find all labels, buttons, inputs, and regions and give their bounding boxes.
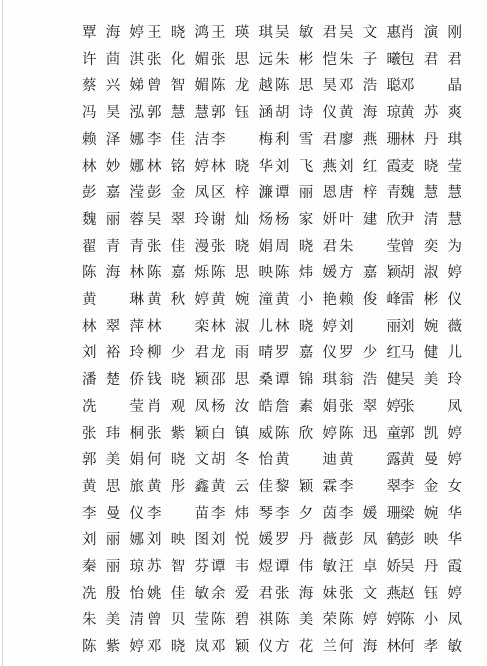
name-cell: 蔡兴娣 xyxy=(82,78,144,95)
name-cell: 谢灿炀 xyxy=(211,211,273,228)
name-cell: 张海妹 xyxy=(275,585,337,602)
name-cell: 李佳洁 xyxy=(147,131,209,148)
name-cell: 余爱君 xyxy=(211,585,273,602)
name-cell: 魏丽蓉 xyxy=(82,211,144,228)
name-cell: 陈紫婷 xyxy=(82,639,144,656)
name-cell: 利雪君 xyxy=(275,131,337,148)
name-cell: 冼 莹 xyxy=(82,398,144,415)
name-cell: 陈欣婷 xyxy=(275,425,337,442)
name-cell: 陈小凤 xyxy=(400,612,462,629)
name-cell: 黄曼婷 xyxy=(400,452,462,469)
name-cell: 包君君 xyxy=(400,51,462,68)
name-cell: 苏智芬 xyxy=(147,559,209,575)
name-cell: 黄小艳 xyxy=(275,292,337,308)
name-cell: 赖俊峰 xyxy=(339,292,401,308)
name-cell: 黄婉潼 xyxy=(211,292,273,308)
name-cell: 罗嘉仪 xyxy=(275,345,337,362)
name-cell: 谭韦煜 xyxy=(211,559,273,575)
name-cell: 朱子曦 xyxy=(339,51,401,68)
name-cell: 邓 晶 xyxy=(400,78,462,95)
name-cell: 张玮桐 xyxy=(82,425,144,442)
name-cell: 杨汝皓 xyxy=(211,398,273,415)
name-cell: 赖泽娜 xyxy=(82,131,144,148)
name-cell: 肖观凤 xyxy=(147,398,209,415)
name-cell: 何晓文 xyxy=(147,452,209,469)
name-cell: 黄云佳 xyxy=(211,478,273,495)
name-cell: 陈婷婷 xyxy=(339,612,401,629)
name-cell: 朱 莹 xyxy=(339,238,401,255)
name-cell: 郭美娟 xyxy=(82,452,144,469)
name-cell: 李 梅 xyxy=(211,131,273,148)
name-cell: 彭嘉滢 xyxy=(82,185,144,202)
name-cell: 梁婉华 xyxy=(400,505,462,522)
name-cell: 秦丽琼 xyxy=(82,559,144,575)
name-cell: 黄海琼 xyxy=(339,105,401,122)
name-cell: 赵钰婷 xyxy=(400,585,462,602)
name-cell: 胡冬怡 xyxy=(211,452,273,469)
name-cell: 罗丹薇 xyxy=(275,532,337,549)
name-cell: 廖燕珊 xyxy=(339,131,401,148)
name-cell: 冼殷怡 xyxy=(82,585,144,602)
name-cell: 方花兰 xyxy=(275,639,337,656)
name-cell: 曾奕为 xyxy=(400,238,462,255)
name-cell: 白镇威 xyxy=(211,425,273,442)
name-cell: 黄彤鑫 xyxy=(147,478,209,495)
name-cell: 黄秋婷 xyxy=(147,292,209,308)
name-cell: 谭丽恩 xyxy=(275,185,337,202)
name-cell: 林妙娜 xyxy=(82,158,144,175)
name-cell: 潘楚侨 xyxy=(82,372,144,389)
name-cell: 肖演刚 xyxy=(400,25,462,41)
name-cell: 林淑儿 xyxy=(211,318,273,335)
name-cell: 吴翠玲 xyxy=(147,211,209,228)
name-cell: 陈思映 xyxy=(211,265,273,282)
name-cell: 钱晓颖 xyxy=(147,372,209,389)
name-cell: 邓浩聪 xyxy=(339,78,401,95)
name-cell: 李 苗 xyxy=(147,505,209,522)
name-cell: 区梓濂 xyxy=(211,185,273,202)
name-cell: 彭映华 xyxy=(400,532,462,549)
name-cell: 唐梓青 xyxy=(339,185,401,202)
name-cell: 何孝敏 xyxy=(400,639,462,656)
name-cell: 刘裕玲 xyxy=(82,345,144,362)
name-cell: 邓晓岚 xyxy=(147,639,209,656)
name-cell: 吴丹霞 xyxy=(400,559,462,575)
name-cell: 张紫颖 xyxy=(147,425,209,442)
name-cell: 吴美玲 xyxy=(400,372,462,389)
name-cell: 胡诗仪 xyxy=(275,105,337,122)
name-cell: 詹素娟 xyxy=(275,398,337,415)
name-cell: 陈思昊 xyxy=(275,78,337,95)
name-cell: 朱美清 xyxy=(82,612,144,629)
name-cell: 林晓婷 xyxy=(275,318,337,335)
name-cell: 冯昊泓 xyxy=(82,105,144,122)
name-cell: 雷彬仪 xyxy=(400,292,462,308)
name-cell: 李夕茵 xyxy=(275,505,337,522)
name-cell: 龙雨晴 xyxy=(211,345,273,362)
name-cell: 张 凤 xyxy=(400,398,462,415)
name-cell: 杨家妍 xyxy=(275,211,337,228)
name-cell: 郭钰涵 xyxy=(211,105,273,122)
name-cell: 谭锦琪 xyxy=(275,372,337,389)
name-cell: 胡淑婷 xyxy=(400,265,462,282)
name-cell: 刘红霞 xyxy=(339,158,401,175)
name-cell: 刘丽娜 xyxy=(82,532,144,549)
name-cell: 何海林 xyxy=(339,639,401,656)
name-cell: 张晓娟 xyxy=(211,238,273,255)
name-cell: 刘悦媛 xyxy=(211,532,273,549)
name-cell: 翟青青 xyxy=(82,238,144,255)
name-cell: 黄 迪 xyxy=(275,452,337,469)
name-cell: 李媛珊 xyxy=(339,505,401,522)
name-cell: 林铭婷 xyxy=(147,158,209,175)
name-cell: 尹清慧 xyxy=(400,211,462,228)
name-cell: 彭凤鹤 xyxy=(339,532,401,549)
name-cell: 谭伟敏 xyxy=(275,559,337,575)
name-cell: 林翠萍 xyxy=(82,318,144,335)
name-cell: 黄苏爽 xyxy=(400,105,462,122)
name-cell: 曾智媚 xyxy=(147,78,209,95)
name-cell: 麦晓莹 xyxy=(400,158,462,175)
name-cell: 张文燕 xyxy=(339,585,401,602)
name-cell: 张翠婷 xyxy=(339,398,401,415)
name-cell: 黄 露 xyxy=(339,452,401,469)
name-cell: 吴敏君 xyxy=(275,25,337,41)
name-cell: 邓颖仪 xyxy=(211,639,273,656)
name-cell: 刘映图 xyxy=(147,532,209,549)
name-cell: 李曼仪 xyxy=(82,505,144,522)
name-cell: 曾贝莹 xyxy=(147,612,209,629)
name-cell: 姚佳敏 xyxy=(147,585,209,602)
name-cell: 柳少君 xyxy=(147,345,209,362)
name-cell: 陈美荣 xyxy=(275,612,337,629)
name-cell: 刘 丽 xyxy=(339,318,401,335)
name-cell: 陈嘉烁 xyxy=(147,265,209,282)
name-cell: 李炜琴 xyxy=(211,505,273,522)
name-cell: 刘婉薇 xyxy=(400,318,462,335)
name-cell: 罗少红 xyxy=(339,345,401,362)
name-cell: 覃海婷 xyxy=(82,25,144,41)
name-cell: 陈龙越 xyxy=(211,78,273,95)
name-cell: 方嘉颖 xyxy=(339,265,401,282)
name-cell: 郭慧慧 xyxy=(147,105,209,122)
name-cell: 郭凯婷 xyxy=(400,425,462,442)
name-cell: 叶建欣 xyxy=(339,211,401,228)
name-cell: 陈迅童 xyxy=(339,425,401,442)
name-cell: 李金女 xyxy=(400,478,462,495)
name-cell: 王瑛琪 xyxy=(211,25,273,41)
name-cell: 翁浩健 xyxy=(339,372,401,389)
name-cell: 汪卓娇 xyxy=(339,559,401,575)
name-cell: 黄 琳 xyxy=(82,292,144,308)
name-cell: 吴文惠 xyxy=(339,25,401,41)
name-cell: 林晓华 xyxy=(211,158,273,175)
name-cell: 魏慧慧 xyxy=(400,185,462,202)
name-cell: 周晓君 xyxy=(275,238,337,255)
name-cell: 邵思桑 xyxy=(211,372,273,389)
name-cell: 朱彬恺 xyxy=(275,51,337,68)
name-cell: 王晓鸿 xyxy=(147,25,209,41)
name-cell: 刘飞燕 xyxy=(275,158,337,175)
name-cell: 黄思旅 xyxy=(82,478,144,495)
name-cell: 张化媚 xyxy=(147,51,209,68)
name-cell: 张佳漫 xyxy=(147,238,209,255)
name-cell: 马健儿 xyxy=(400,345,462,362)
name-cell: 陈碧祺 xyxy=(211,612,273,629)
name-cell: 林丹琪 xyxy=(400,131,462,148)
name-cell: 林 栾 xyxy=(147,318,209,335)
name-cell: 彭金凤 xyxy=(147,185,209,202)
name-cell: 黎颖霖 xyxy=(275,478,337,495)
name-cell: 许茴淇 xyxy=(82,51,144,68)
name-cell: 陈海林 xyxy=(82,265,144,282)
name-cell: 陈炜媛 xyxy=(275,265,337,282)
name-cell: 李 翠 xyxy=(339,478,401,495)
name-cell: 张思远 xyxy=(211,51,273,68)
